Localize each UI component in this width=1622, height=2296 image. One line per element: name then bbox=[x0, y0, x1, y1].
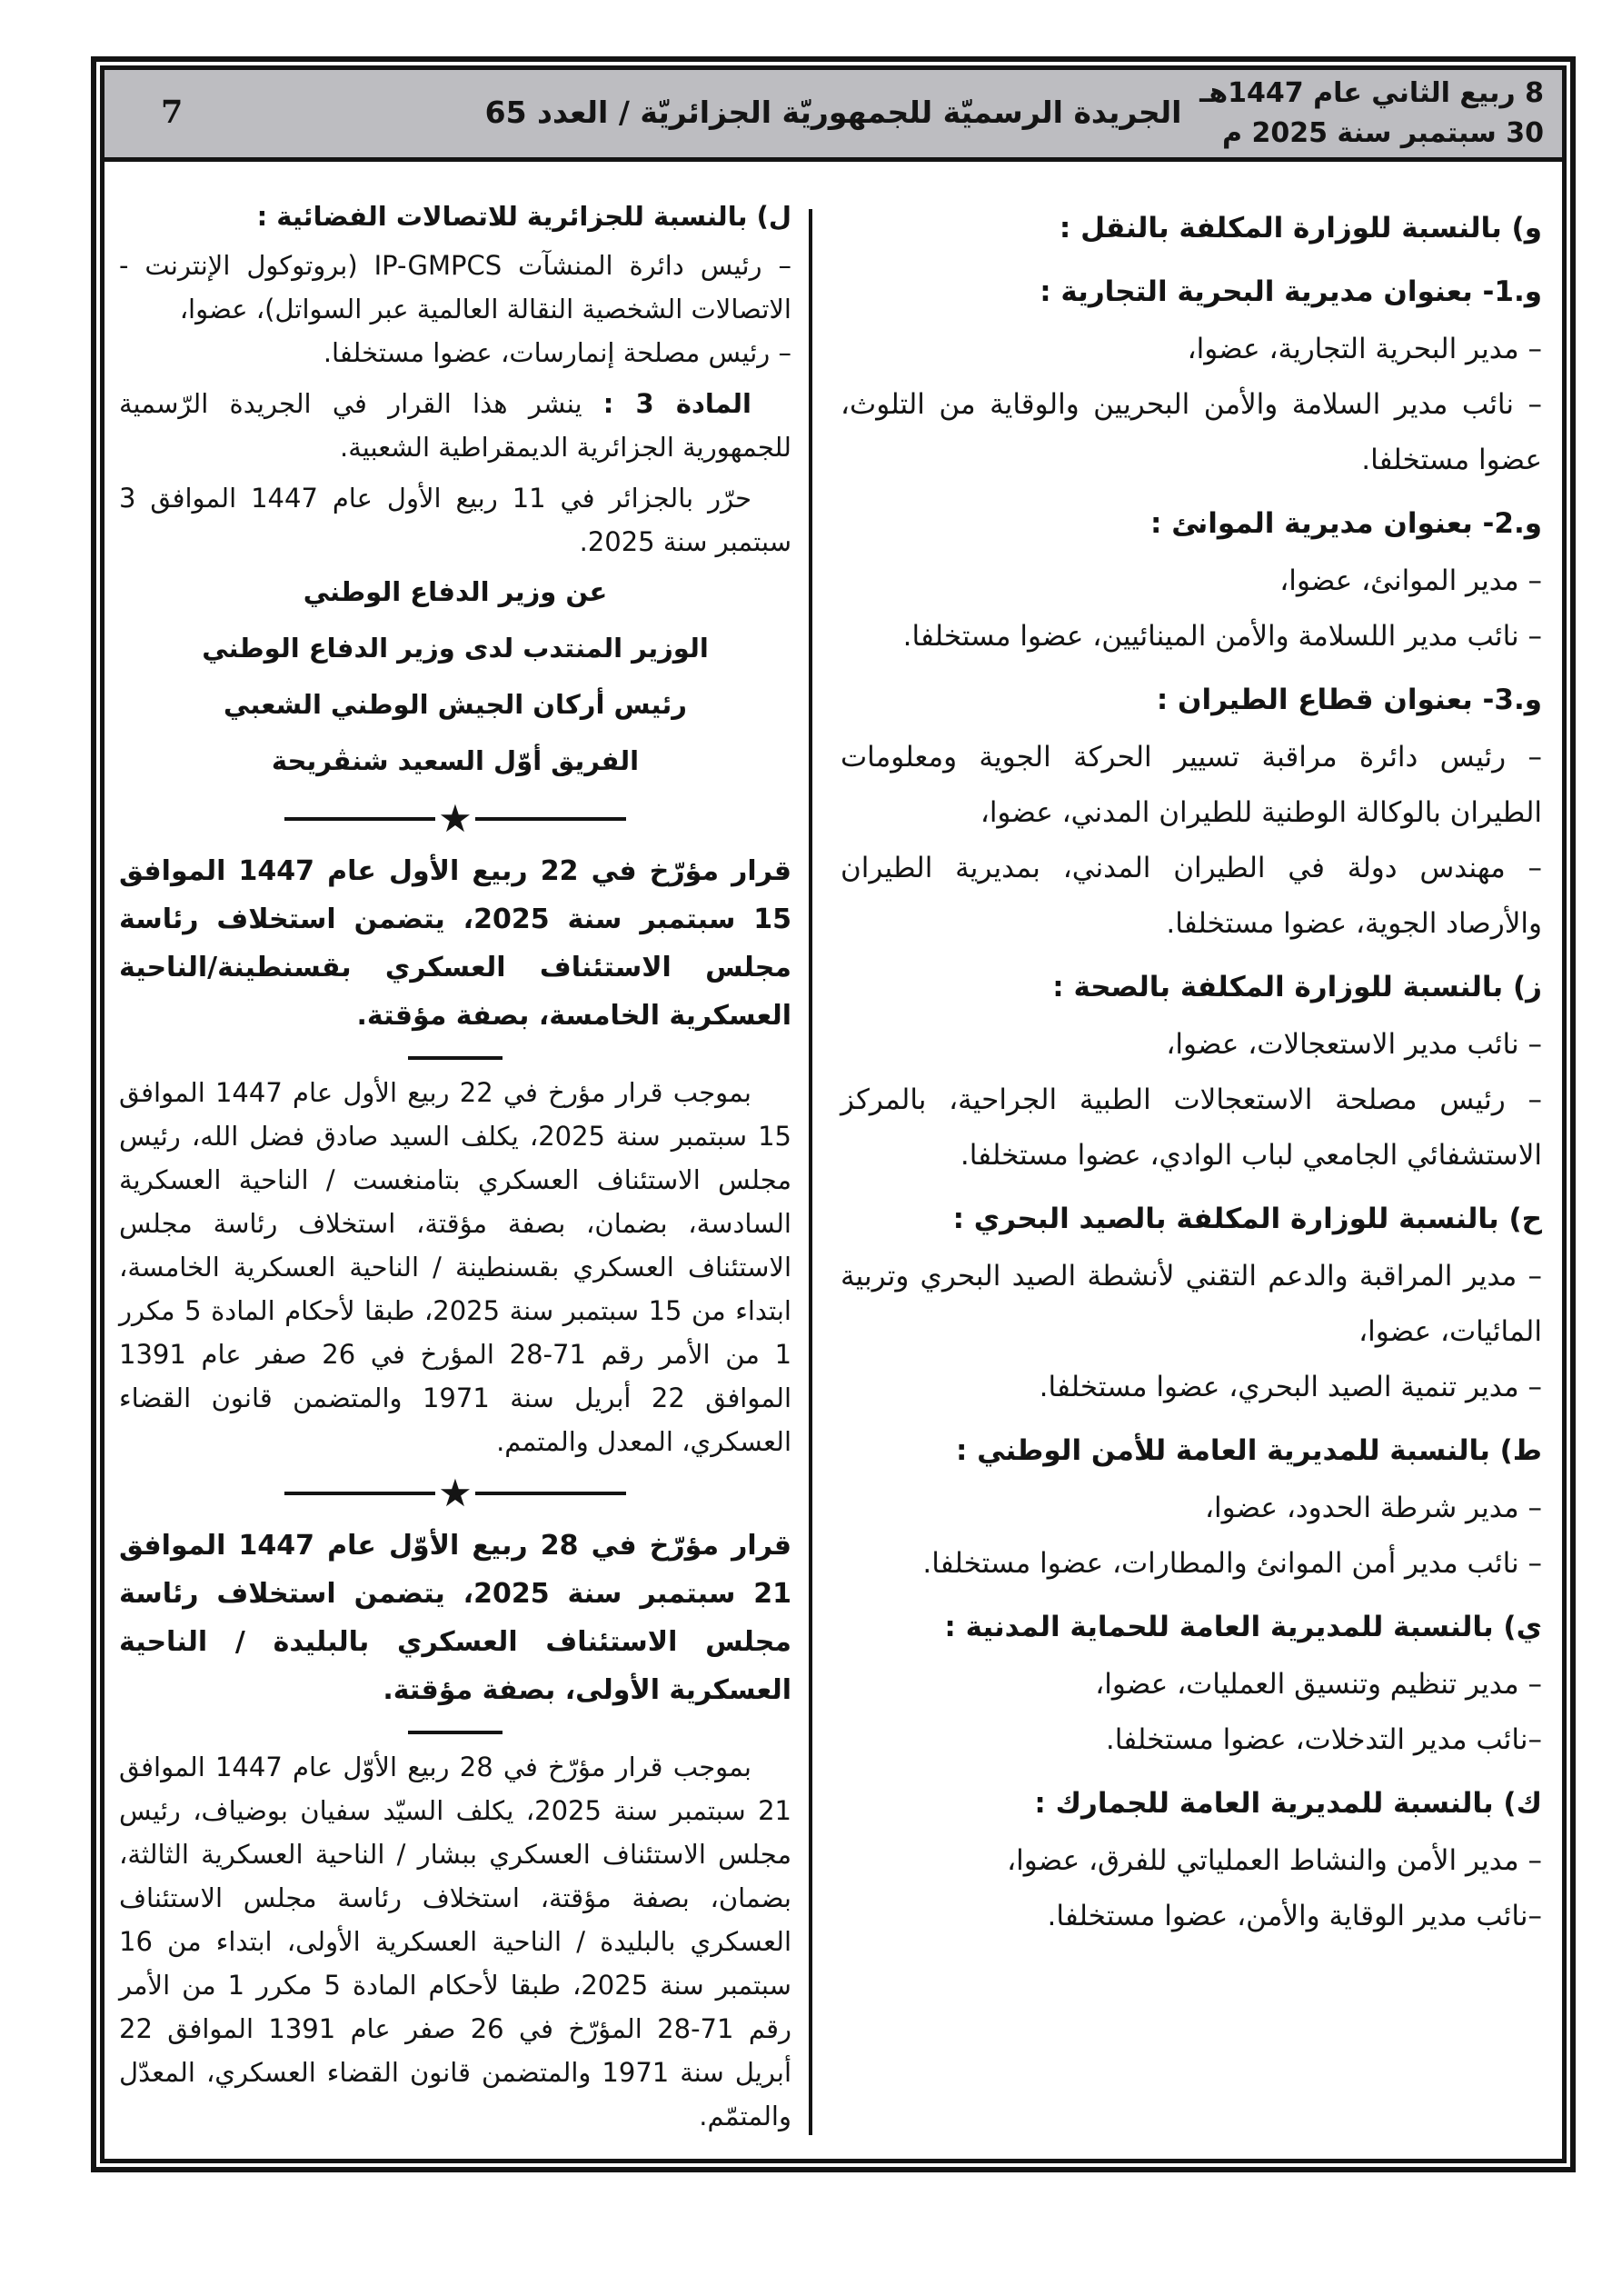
list-item: – مدير تنظيم وتنسيق العمليات، عضوا، bbox=[1095, 1668, 1542, 1701]
list-item: – نائب مدير السلامة والأمن البحريين والوقاية من التلوث، عضوا مستخلفا. bbox=[841, 388, 1542, 476]
list-item: – مدير البحرية التجارية، عضوا، bbox=[1187, 333, 1542, 365]
left-column bbox=[119, 162, 791, 2138]
decree-title: قرار مؤرّخ في 28 ربيع الأوّل عام 1447 الموافق 21 سبتمبر سنة 2025، يتضمن استخلاف رئاسة مجلس الاستئناف العسكري بالبليدة / الناحية العسكرية الأولى، بصفة مؤقتة. bbox=[119, 1530, 791, 1706]
list-item: – نائب مدير الاستعجالات، عضوا، bbox=[1166, 1028, 1542, 1061]
section-heading: ي) بالنسبة للمديرية العامة للحماية المدنية : bbox=[944, 1611, 1542, 1643]
list-item: – مدير الأمن والنشاط العملياتي للفرق، عضوا، bbox=[1007, 1844, 1542, 1877]
paragraph: بموجب قرار مؤرخ في 22 ربيع الأول عام 1447 الموافق 15 سبتمبر سنة 2025، يكلف السيد صادق فضل الله، رئيس مجلس الاستئناف العسكري بتامنغست / الناحية العسكرية السادسة، بضمان، بصفة مؤقتة، استخلاف رئاسة مجلس الاستئناف العسكري بقسنطينة / الناحية العسكرية الخامسة، ابتداء من 15 سبتمبر سنة 2025، طبقا لأحكام المادة 5 مكرر 1 من الأمر رقم 71‏-‏28 المؤرخ في 26 صفر عام 1391 الموافق 22 أبريل سنة 1971 والمتضمن قانون القضاء العسكري، المعدل والمتمم. bbox=[119, 1077, 792, 1457]
section-heading: ك) بالنسبة للمديرية العامة للجمارك : bbox=[1034, 1787, 1542, 1820]
separator-bar bbox=[284, 817, 435, 821]
date-hijri: 8 ربيع الثاني عام 1447هـ bbox=[1199, 77, 1544, 109]
article-label: المادة 3 : bbox=[602, 388, 751, 419]
rule-separator bbox=[408, 1731, 503, 1734]
signature-line: الفريق أوّل السعيد شنڨريحة bbox=[271, 745, 640, 776]
star-icon: ★ bbox=[438, 796, 473, 841]
separator-bar bbox=[475, 817, 626, 821]
list-item: – نائب مدير اللسلامة والأمن المينائيين، عضوا مستخلفا. bbox=[902, 620, 1542, 653]
list-item: –نائب مدير الوقاية والأمن، عضوا مستخلفا. bbox=[1047, 1900, 1542, 1932]
column-divider bbox=[809, 209, 812, 2135]
rule-separator bbox=[408, 1056, 503, 1060]
section-heading: و.1- بعنوان مديرية البحرية التجارية : bbox=[1040, 275, 1542, 308]
date-gregorian: 30 سبتمبر سنة 2025 م bbox=[1222, 117, 1544, 149]
section-heading: و.3- بعنوان قطاع الطيران : bbox=[1156, 684, 1542, 716]
list-item: – مدير تنمية الصيد البحري، عضوا مستخلفا. bbox=[1039, 1371, 1542, 1403]
list-item: – رئيس مصلحة إنمارسات، عضوا مستخلفا. bbox=[323, 337, 791, 368]
signature-line: الوزير المنتدب لدى وزير الدفاع الوطني bbox=[202, 633, 709, 664]
list-item: – رئيس دائرة مراقبة تسيير الحركة الجوية ومعلومات الطيران بالوكالة الوطنية للطيران المدني، عضوا، bbox=[841, 741, 1542, 829]
separator-bar bbox=[475, 1492, 626, 1495]
section-heading: ل) بالنسبة للجزائرية للاتصالات الفضائية : bbox=[256, 201, 791, 232]
section-heading: و) بالنسبة للوزارة المكلفة بالنقل : bbox=[1059, 212, 1542, 245]
separator-bar bbox=[284, 1492, 435, 1495]
section-heading: ح) بالنسبة للوزارة المكلفة بالصيد البحري : bbox=[952, 1203, 1542, 1235]
page-frame bbox=[91, 56, 1576, 2172]
section-heading: و.2- بعنوان مديرية الموانئ : bbox=[1150, 507, 1542, 540]
list-item: – رئيس دائرة المنشآت IP-GMPCS (بروتوكول الإنترنت - الاتصالات الشخصية النقالة العالمية عبر السواتل)، عضوا، bbox=[119, 250, 792, 324]
star-icon: ★ bbox=[438, 1471, 473, 1515]
list-item: – مدير شرطة الحدود، عضوا، bbox=[1204, 1492, 1542, 1524]
signature-line: عن وزير الدفاع الوطني bbox=[303, 576, 608, 607]
article-paragraph: المادة 3 : ينشر هذا القرار في الجريدة الرّسمية للجمهورية الجزائرية الديمقراطية الشعبية. bbox=[119, 388, 791, 463]
list-item: – مهندس دولة في الطيران المدني، بمديرية الطيران والأرصاد الجوية، عضوا مستخلفا. bbox=[841, 852, 1542, 940]
list-item: – مدير المراقبة والدعم التقني لأنشطة الصيد البحري وتربية المائيات، عضوا، bbox=[841, 1260, 1542, 1348]
header-band bbox=[104, 70, 1562, 162]
star-separator bbox=[119, 796, 791, 841]
paragraph: حرّر بالجزائر في 11 ربيع الأول عام 1447 الموافق 3 سبتمبر سنة 2025. bbox=[119, 483, 791, 557]
list-item: – مدير الموانئ، عضوا، bbox=[1279, 564, 1542, 597]
page-content bbox=[104, 162, 1562, 2159]
page-number: 7 bbox=[161, 94, 184, 131]
section-heading: ط) بالنسبة للمديرية العامة للأمن الوطني : bbox=[955, 1434, 1542, 1467]
paragraph: بموجب قرار مؤرّخ في 28 ربيع الأوّل عام 1447 الموافق 21 سبتمبر سنة 2025، يكلف السيّد سفيان بوضياف، رئيس مجلس الاستئناف العسكري ببشار / الناحية العسكرية الثالثة، بضمان، بصفة مؤقتة، استخلاف رئاسة مجلس الاستئناف العسكري بالبليدة / الناحية العسكرية الأولى، ابتداء من 16 سبتمبر سنة 2025، طبقا لأحكام المادة 5 مكرر 1 من الأمر رقم 71‏-‏28 المؤرّخ في 26 صفر عام 1391 الموافق 22 أبريل سنة 1971 والمتضمن قانون القضاء العسكري، المعدّل والمتمّم. bbox=[119, 1752, 791, 2131]
header-dates bbox=[1199, 74, 1544, 154]
star-separator bbox=[119, 1471, 791, 1515]
page-frame-inner bbox=[100, 65, 1567, 2163]
gazette-title: الجريدة الرسميّة للجمهوريّة الجزائريّة / العدد 65 bbox=[484, 95, 1182, 130]
right-column bbox=[841, 162, 1542, 1944]
signature-line: رئيس أركان الجيش الوطني الشعبي bbox=[224, 689, 687, 720]
decree-title: قرار مؤرّخ في 22 ربيع الأول عام 1447 الموافق 15 سبتمبر سنة 2025، يتضمن استخلاف رئاسة مجلس الاستئناف العسكري بقسنطينة/الناحية العسكرية الخامسة، بصفة مؤقتة. bbox=[119, 855, 791, 1032]
section-heading: ز) بالنسبة للوزارة المكلفة بالصحة : bbox=[1052, 971, 1542, 1003]
list-item: – رئيس مصلحة الاستعجالات الطبية الجراحية، بالمركز الاستشفائي الجامعي لباب الوادي، عضوا مستخلفا. bbox=[841, 1083, 1542, 1172]
list-item: – نائب مدير أمن الموانئ والمطارات، عضوا مستخلفا. bbox=[922, 1547, 1542, 1580]
list-item: –نائب مدير التدخلات، عضوا مستخلفا. bbox=[1105, 1723, 1542, 1756]
